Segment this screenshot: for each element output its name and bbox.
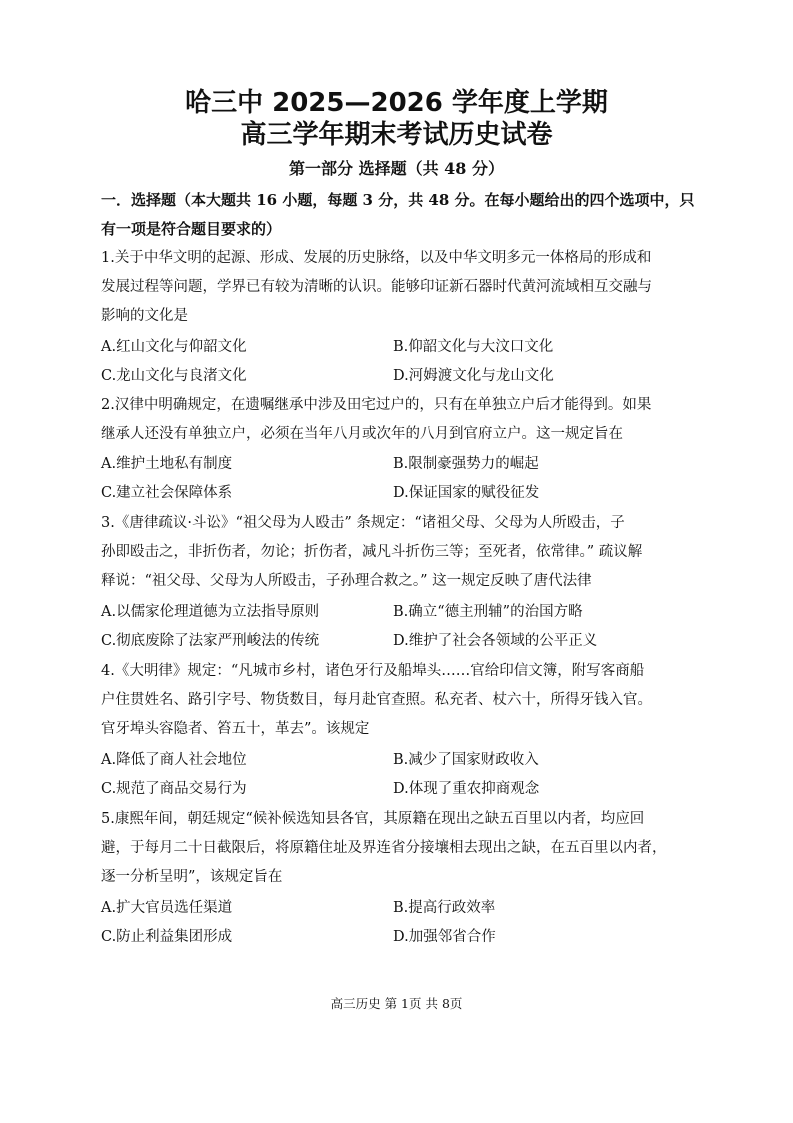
exam-title-line1: 哈三中 2025—2026 学年度上学期	[185, 88, 608, 118]
question-2-text-line2: 继承人还没有单独立户，必须在当年八月或次年的八月到官府立户。这一规定旨在	[101, 426, 623, 442]
question-2-option-a: A.维护土地私有制度	[101, 456, 233, 472]
page-footer: 高三历史 第 1页 共 8页	[330, 996, 463, 1011]
question-1-option-b: B.仰韶文化与大汶口文化	[393, 339, 554, 355]
question-4-text-line3: 官牙埠头容隐者、笞五十，革去”。该规定	[101, 721, 370, 737]
question-5-option-c: C.防止利益集团形成	[101, 929, 233, 945]
question-5-option-b: B.提高行政效率	[393, 900, 496, 916]
question-1-text-line2: 发展过程等问题，学界已有较为清晰的认识。能够印证新石器时代黄河流域相互交融与	[101, 279, 652, 295]
question-1-option-d: D.河姆渡文化与龙山文化	[393, 368, 554, 384]
question-2-option-c: C.建立社会保障体系	[101, 485, 233, 501]
question-5-text-line1: 5.康熙年间，朝廷规定“候补候选知县各官，其原籍在现出之缺五百里以内者，均应回	[101, 811, 645, 827]
question-4-text-line1: 4.《大明律》规定：“凡城市乡村，诸色牙行及船埠头……官给印信文簿，附写客商船	[101, 663, 645, 679]
question-4-option-c: C.规范了商品交易行为	[101, 781, 247, 797]
question-4-option-d: D.体现了重农抑商观念	[393, 781, 540, 797]
question-1-option-c: C.龙山文化与良渚文化	[101, 368, 247, 384]
question-4-text-line2: 户住贯姓名、路引字号、物货数目，每月赴官查照。私充者、杖六十，所得牙钱入官。	[101, 692, 652, 708]
part-heading: 第一部分 选择题（共 48 分）	[289, 159, 504, 178]
section-instruction-line1: 一．选择题（本大题共 16 小题，每题 3 分，共 48 分。在每小题给出的四个选项中，只	[101, 191, 695, 209]
section-instruction-line2: 有一项是符合题目要求的）	[101, 220, 282, 238]
question-4-option-a: A.降低了商人社会地位	[101, 752, 247, 768]
question-1-option-a: A.红山文化与仰韶文化	[101, 339, 247, 355]
question-3-text-line2: 孙即殴击之，非折伤者，勿论；折伤者，减凡斗折伤三等；至死者，依常律。” 疏议解	[101, 544, 643, 560]
question-4-option-b: B.减少了国家财政收入	[393, 752, 539, 768]
question-3-text-line1: 3.《唐律疏议·斗讼》“祖父母为人殴击” 条规定：“诸祖父母、父母为人所殴击，子	[101, 515, 625, 531]
question-2-text-line1: 2.汉律中明确规定，在遗嘱继承中涉及田宅过户的，只有在单独立户后才能得到。如果	[101, 397, 652, 413]
question-2-option-d: D.保证国家的赋役征发	[393, 485, 540, 501]
question-3-option-c: C.彻底废除了法家严刑峻法的传统	[101, 633, 320, 649]
question-5-text-line3: 逐一分析呈明”，该规定旨在	[101, 869, 283, 885]
question-3-option-d: D.维护了社会各领域的公平正义	[393, 633, 598, 649]
question-5-text-line2: 避，于每月二十日截限后，将原籍住址及界连省分接壤相去现出之缺，在五百里以内者，	[101, 840, 667, 856]
exam-title-line2: 高三学年期末考试历史试卷	[240, 120, 553, 150]
question-3-option-a: A.以儒家伦理道德为立法指导原则	[101, 604, 320, 620]
question-1-text-line3: 影响的文化是	[101, 308, 188, 324]
question-5-option-d: D.加强邻省合作	[393, 929, 496, 945]
question-5-option-a: A.扩大官员选任渠道	[101, 900, 233, 916]
question-1-text-line1: 1.关于中华文明的起源、形成、发展的历史脉络，以及中华文明多元一体格局的形成和	[101, 250, 652, 266]
question-3-text-line3: 释说：“祖父母、父母为人所殴击，子孙理合救之。” 这一规定反映了唐代法律	[101, 573, 592, 589]
question-3-option-b: B.确立“德主刑辅”的治国方略	[393, 604, 583, 620]
question-2-option-b: B.限制豪强势力的崛起	[393, 456, 539, 472]
